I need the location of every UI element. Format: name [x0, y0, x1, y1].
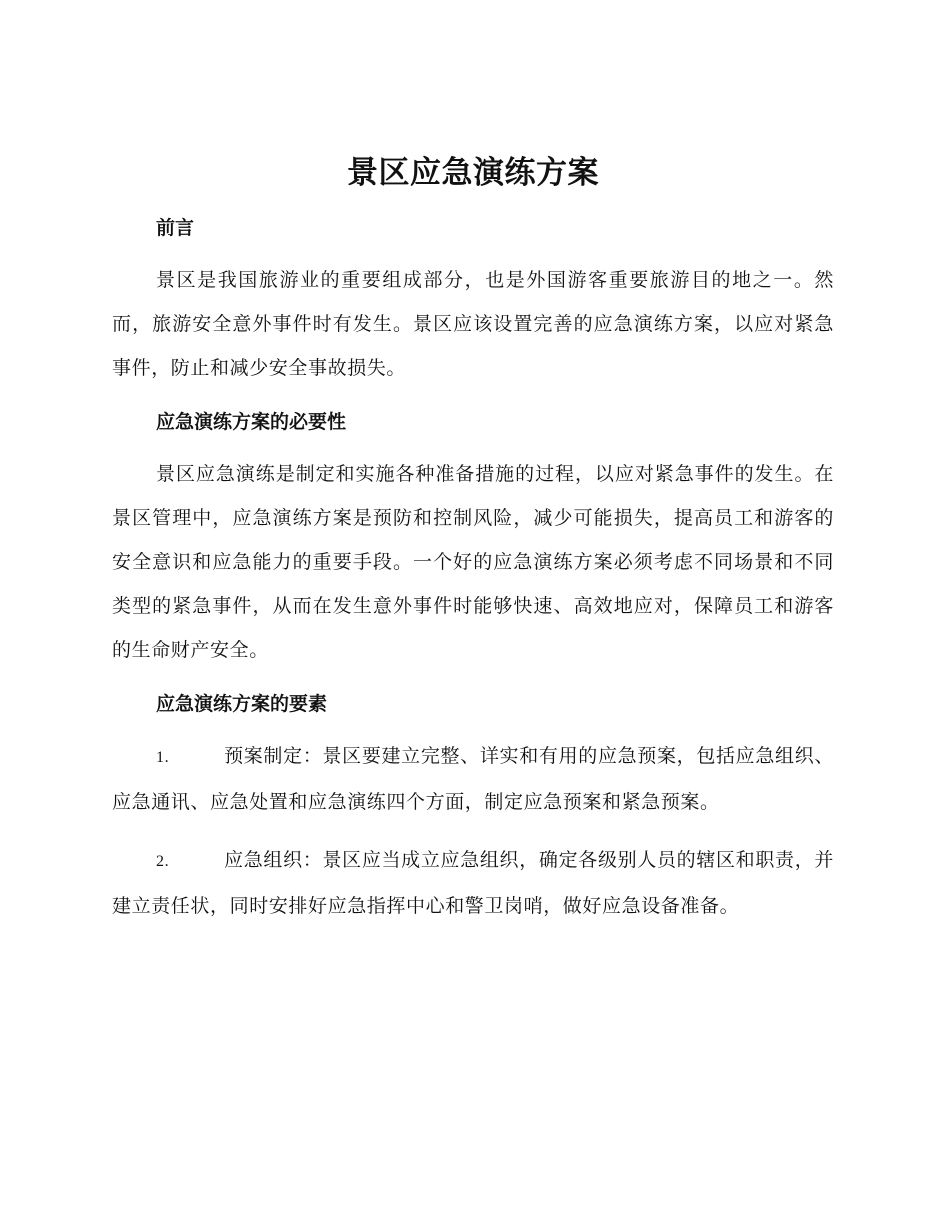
- list-item: [112, 838, 834, 928]
- list-item-text: 应急组织：景区应当成立应急组织，确定各级别人员的辖区和职责，并建立责任状，同时安排好应急指挥中心和警卫岗哨，做好应急设备准备。: [112, 849, 834, 917]
- list-item-number: 2.: [156, 853, 170, 870]
- list-item-text: 预案制定：景区要建立完整、详实和有用的应急预案，包括应急组织、应急通讯、应急处置和应急演练四个方面，制定应急预案和紧急预案。: [112, 745, 834, 813]
- section-heading-elements: 应急演练方案的要素: [156, 693, 328, 715]
- necessity-paragraph: 景区应急演练是制定和实施各种准备措施的过程，以应对紧急事件的发生。在景区管理中，应急演练方案是预防和控制风险，减少可能损失，提高员工和游客的安全意识和应急能力的重要手段。一个好的应急演练方案必须考虑不同场景和不同类型的紧急事件，从而在发生意外事件时能够快速、高效地应对，保障员工和游客的生命财产安全。: [112, 463, 834, 661]
- document-title: 景区应急演练方案: [347, 155, 599, 191]
- section-heading-preface: 前言: [156, 217, 195, 239]
- document-body: [112, 148, 834, 928]
- section-heading-necessity: 应急演练方案的必要性: [156, 411, 347, 433]
- preface-paragraph: 景区是我国旅游业的重要组成部分，也是外国游客重要旅游目的地之一。然而，旅游安全意外事件时有发生。景区应该设置完善的应急演练方案，以应对紧急事件，防止和减少安全事故损失。: [112, 269, 834, 379]
- list-item: [112, 734, 834, 824]
- list-item-number: 1.: [156, 749, 170, 766]
